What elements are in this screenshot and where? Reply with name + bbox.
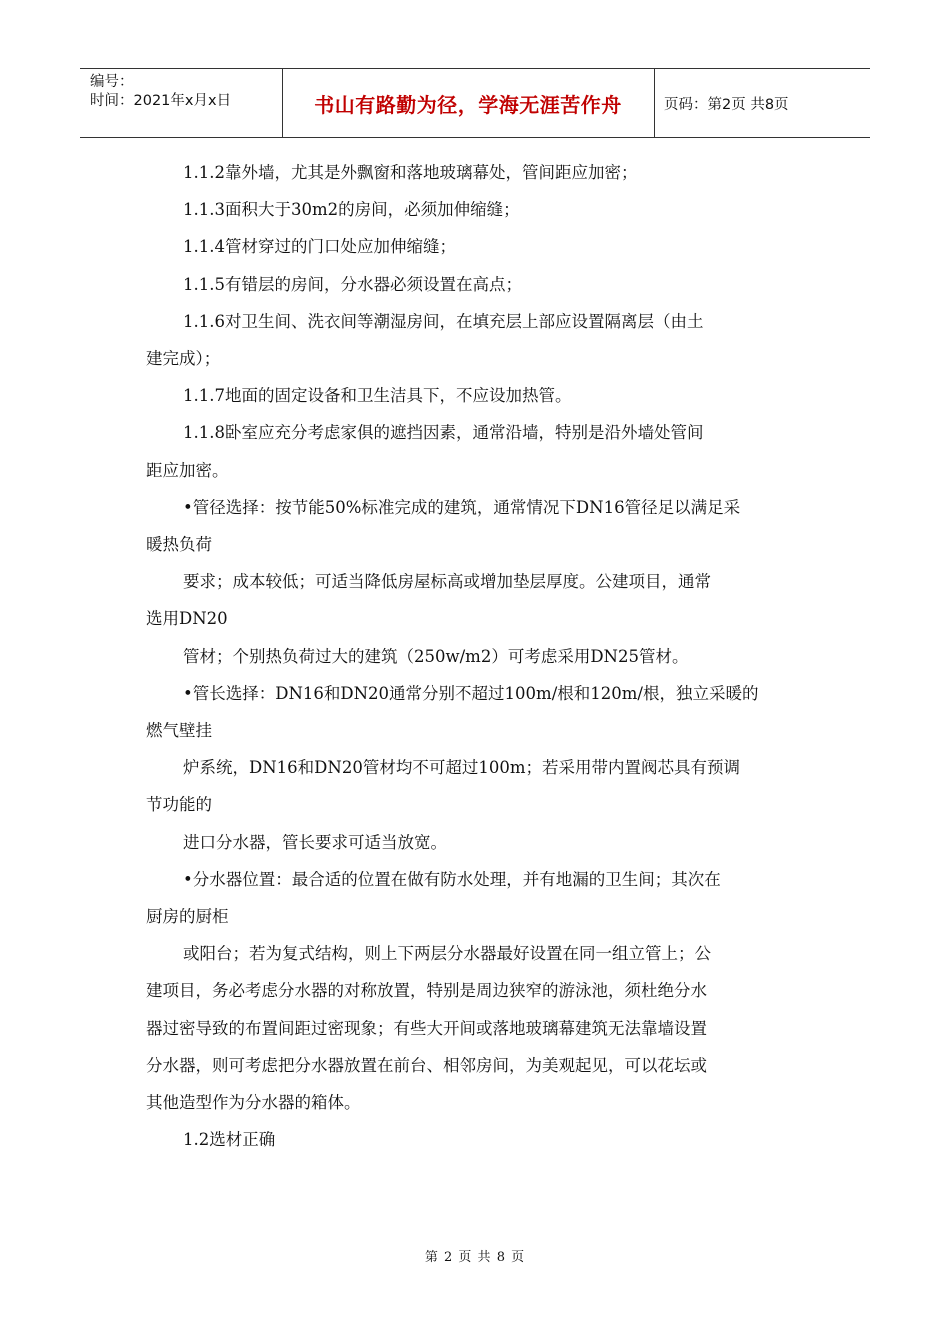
body-line: 1.2选材正确 bbox=[183, 1130, 276, 1150]
body-line: 其他造型作为分水器的箱体。 bbox=[146, 1093, 361, 1113]
body-line: 燃气壁挂 bbox=[146, 721, 212, 741]
body-line: 分水器，则可考虑把分水器放置在前台、相邻房间，为美观起见，可以花坛或 bbox=[146, 1055, 707, 1075]
body-line: 厨房的厨柜 bbox=[146, 907, 229, 927]
body-line: 距应加密。 bbox=[146, 460, 229, 480]
body-line: 1.1.2靠外墙，尤其是外飘窗和落地玻璃幕处，管间距应加密； bbox=[183, 163, 638, 182]
body-line: 暖热负荷 bbox=[146, 535, 212, 555]
page-header bbox=[80, 68, 870, 138]
body-line: 1.1.4管材穿过的门口处应加伸缩缝； bbox=[183, 237, 456, 257]
body-line: 或阳台；若为复式结构，则上下两层分水器最好设置在同一组立管上；公 bbox=[183, 944, 711, 964]
body-line: 进口分水器，管长要求可适当放宽。 bbox=[183, 832, 447, 852]
body-line: 建完成）； bbox=[146, 349, 221, 369]
header-motto: 书山有路勤为径，学海无涯苦作舟 bbox=[282, 69, 655, 137]
header-meta-cell bbox=[80, 69, 283, 137]
body-line: 1.1.7地面的固定设备和卫生洁具下，不应设加热管。 bbox=[183, 386, 572, 406]
body-line: •管径选择：按节能50%标准完成的建筑，通常情况下DN16管径足以满足采 bbox=[183, 497, 741, 517]
body-line: 节功能的 bbox=[146, 795, 212, 815]
document-time-label: 时间：2021年x月x日 bbox=[90, 93, 232, 109]
body-line: 1.1.3面积大于30m2的房间，必须加伸缩缝； bbox=[183, 200, 520, 220]
page-footer: 第 2 页 共 8 页 bbox=[424, 1250, 526, 1265]
body-line: 建项目，务必考虑分水器的对称放置，特别是周边狭窄的游泳池，须杜绝分水 bbox=[146, 981, 707, 1001]
body-line: 器过密导致的布置间距过密现象；有些大开间或落地玻璃幕建筑无法靠墙设置 bbox=[146, 1018, 707, 1038]
body-line: 炉系统，DN16和DN20管材均不可超过100m；若采用带内置阀芯具有预调 bbox=[183, 758, 740, 778]
document-number-label: 编号： bbox=[90, 74, 134, 90]
body-line: 选用DN20 bbox=[146, 609, 228, 629]
body-line: 管材；个别热负荷过大的建筑（250w/m2）可考虑采用DN25管材。 bbox=[183, 646, 689, 666]
body-line: 1.1.8卧室应充分考虑家俱的遮挡因素，通常沿墙，特别是沿外墙处管间 bbox=[183, 423, 704, 443]
header-page-info: 页码：第2页 共8页 bbox=[664, 96, 789, 113]
document-body bbox=[146, 154, 810, 1158]
body-line: 1.1.5有错层的房间，分水器必须设置在高点； bbox=[183, 274, 522, 294]
body-line: 1.1.6对卫生间、洗衣间等潮湿房间，在填充层上部应设置隔离层（由土 bbox=[183, 311, 704, 331]
body-line: •分水器位置：最合适的位置在做有防水处理，并有地漏的卫生间；其次在 bbox=[183, 869, 721, 889]
body-line: •管长选择：DN16和DN20通常分别不超过100m/根和120m/根，独立采暖的 bbox=[183, 683, 759, 703]
body-line: 要求；成本较低；可适当降低房屋标高或增加垫层厚度。公建项目，通常 bbox=[183, 572, 711, 592]
